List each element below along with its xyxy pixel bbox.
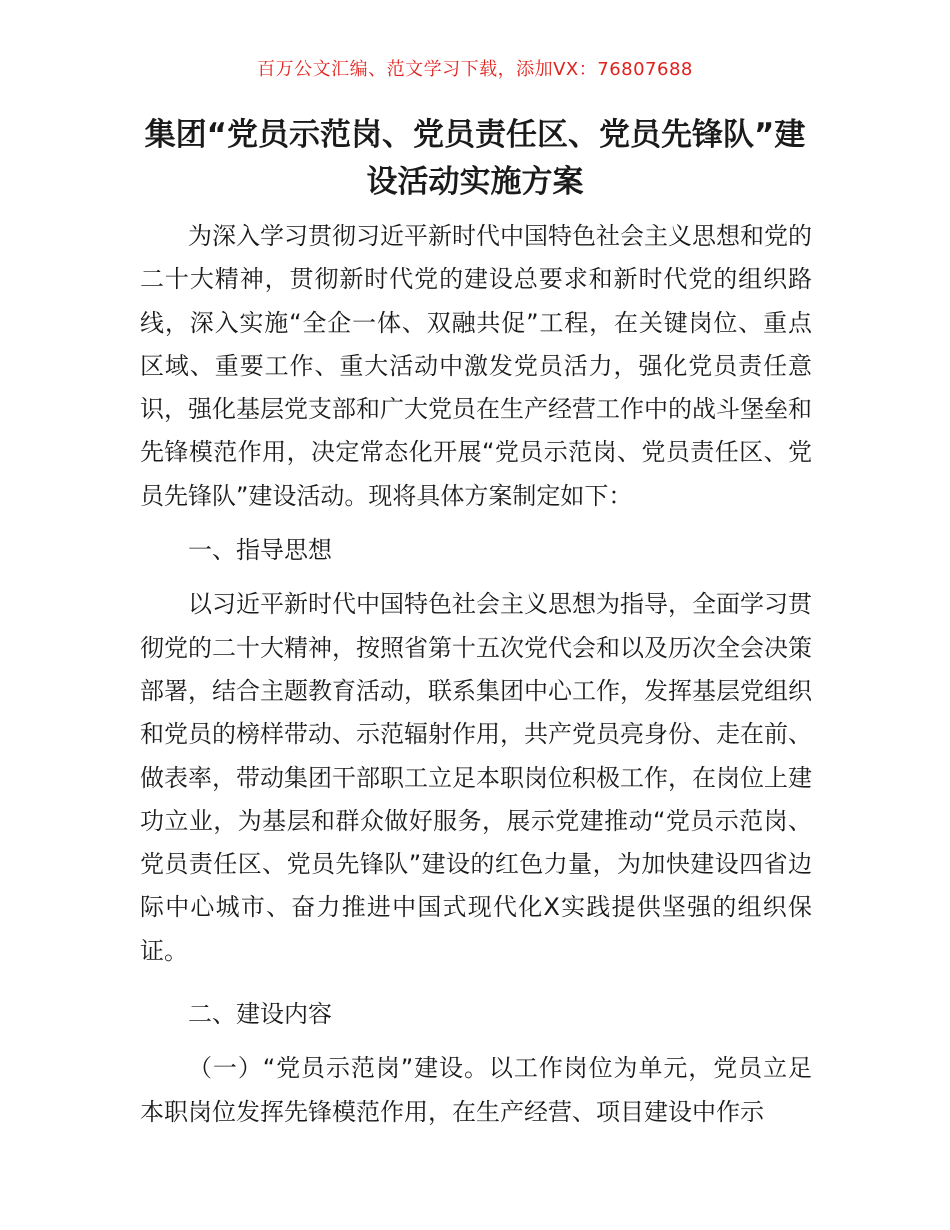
section2-heading: 二、建设内容: [188, 1000, 332, 1029]
document-title: 集团“党员示范岗、党员责任区、党员先锋队”建设活动实施方案: [144, 117, 806, 200]
section1-paragraph: 以习近平新时代中国特色社会主义思想为指导，全面学习贯彻党的二十大精神，按照省第十五次党代会和以及历次全会决策部署，结合主题教育活动，联系集团中心工作，发挥基层党组织和党员的榜样带动、示范辐射作用，共产党员亮身份、走在前、做表率，带动集团干部职工立足本职岗位积极工作，在岗位上建功立业，为基层和群众做好服务，展示党建推动“党员示范岗、党员责任区、党员先锋队”建设的红色力量，为加快建设四省边际中心城市、奋力推进中国式现代化X实践提供坚强的组织保证。: [140, 590, 812, 965]
header-watermark: 百万公文汇编、范文学习下载，添加VX：76807688: [257, 59, 693, 80]
section1-heading: 一、指导思想: [188, 536, 332, 565]
document-body: [140, 215, 812, 1134]
intro-paragraph: 为深入学习贯彻习近平新时代中国特色社会主义思想和党的二十大精神，贯彻新时代党的建设总要求和新时代党的组织路线，深入实施“全企一体、双融共促”工程，在关键岗位、重点区域、重要工作、重大活动中激发党员活力，强化党员责任意识，强化基层党支部和广大党员在生产经营工作中的战斗堡垒和先锋模范作用，决定常态化开展“党员示范岗、党员责任区、党员先锋队”建设活动。现将具体方案制定如下：: [140, 222, 812, 510]
section2-paragraph: （一）“党员示范岗”建设。以工作岗位为单元，党员立足本职岗位发挥先锋模范作用，在生产经营、项目建设中作示: [140, 1054, 812, 1126]
